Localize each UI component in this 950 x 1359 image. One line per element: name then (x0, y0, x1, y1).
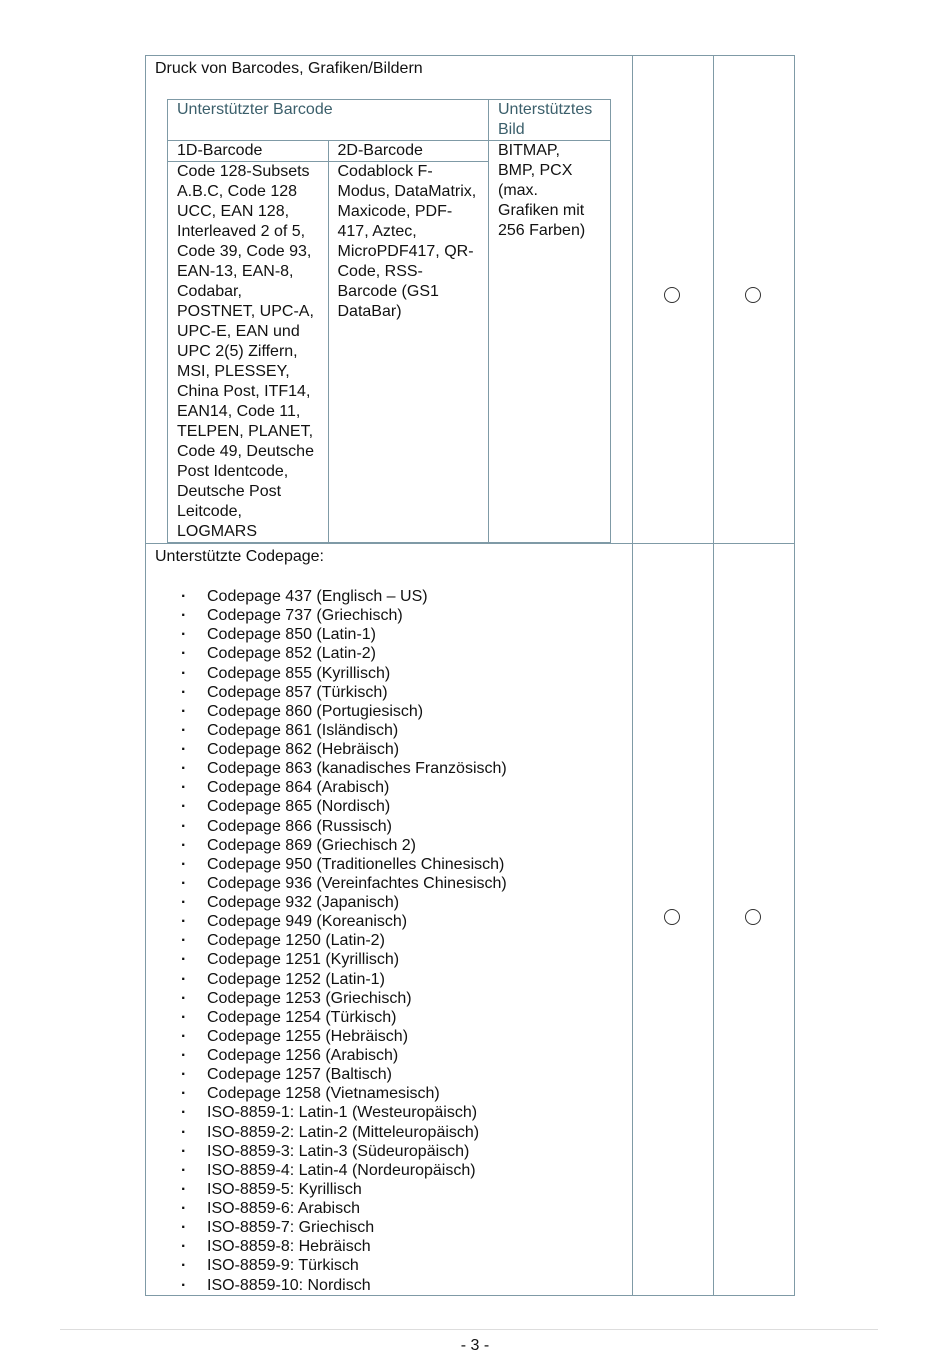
codepage-list-item: · Codepage 1254 (Türkisch) (155, 1008, 623, 1027)
barcode-support-table (167, 99, 611, 543)
codepage-list-item: · ISO-8859-1: Latin-1 (Westeuropäisch) (155, 1103, 623, 1122)
codepage-description-cell (146, 544, 633, 1296)
radio-button-option-b-barcodes[interactable] (745, 287, 761, 303)
codepage-list-item: · ISO-8859-6: Arabisch (155, 1199, 623, 1218)
barcodes-description-cell (146, 56, 633, 544)
barcodes-2d-list: Codablock F-Modus, DataMatrix, Maxicode, PDF-417, Aztec, MicroPDF417, QR-Code, RSS-Barcode (GS1 DataBar) (328, 162, 489, 543)
codepage-list-item: · Codepage 865 (Nordisch) (155, 797, 623, 816)
header-supported-image: Unterstütztes Bild (489, 100, 611, 141)
row-codepages (146, 544, 795, 1296)
radio-button-option-b-codepages[interactable] (745, 909, 761, 925)
image-formats: BITMAP, BMP, PCX (max. Grafiken mit 256 Farben) (489, 141, 611, 543)
row-barcodes (146, 56, 795, 544)
codepage-list-item: · Codepage 932 (Japanisch) (155, 893, 623, 912)
page-number: - 3 - (460, 1337, 490, 1354)
header-supported-barcode: Unterstützter Barcode (168, 100, 489, 141)
codepage-list-item: · ISO-8859-9: Türkisch (155, 1256, 623, 1275)
codepage-list-item: · Codepage 1253 (Griechisch) (155, 989, 623, 1008)
codepage-list-item: · Codepage 1256 (Arabisch) (155, 1046, 623, 1065)
codepage-section-title: Unterstützte Codepage: (155, 548, 324, 565)
codepage-list-item: · Codepage 860 (Portugiesisch) (155, 702, 623, 721)
codepage-list-item: · Codepage 857 (Türkisch) (155, 683, 623, 702)
codepage-list (155, 587, 623, 1295)
codepage-list-item: · Codepage 850 (Latin-1) (155, 625, 623, 644)
codepage-list-item: · Codepage 864 (Arabisch) (155, 778, 623, 797)
option-b-cell-codepages (714, 544, 795, 1296)
codepage-list-item: · Codepage 936 (Vereinfachtes Chinesisch) (155, 874, 623, 893)
codepage-list-item: · Codepage 852 (Latin-2) (155, 644, 623, 663)
codepage-list-item: · Codepage 863 (kanadisches Französisch) (155, 759, 623, 778)
footer-divider (60, 1329, 878, 1330)
barcodes-1d-list: Code 128-Subsets A.B.C, Code 128 UCC, EAN 128, Interleaved 2 of 5, Code 39, Code 93, EAN-13, EAN-8, Codabar, POSTNET, UPC-A, UPC-E, EAN und UPC 2(5) Ziffern, MSI, PLESSEY, China Post, ITF14, EAN14, Code 11, TELPEN, PLANET, Code 49, Deutsche Post Identcode, Deutsche Post Leitcode, LOGMARS (168, 162, 329, 543)
option-a-cell-barcodes (633, 56, 714, 544)
codepage-list-item: · Codepage 1250 (Latin-2) (155, 931, 623, 950)
codepage-list-item: · Codepage 1251 (Kyrillisch) (155, 950, 623, 969)
codepage-list-item: · ISO-8859-3: Latin-3 (Südeuropäisch) (155, 1142, 623, 1161)
feature-table (145, 55, 795, 1296)
codepage-list-item: · Codepage 1257 (Baltisch) (155, 1065, 623, 1084)
codepage-list-item: · Codepage 1255 (Hebräisch) (155, 1027, 623, 1046)
codepage-list-item: · ISO-8859-2: Latin-2 (Mitteleuropäisch) (155, 1123, 623, 1142)
codepage-list-item: · ISO-8859-7: Griechisch (155, 1218, 623, 1237)
codepage-list-item: · Codepage 1258 (Vietnamesisch) (155, 1084, 623, 1103)
codepage-list-item: · Codepage 949 (Koreanisch) (155, 912, 623, 931)
codepage-list-item: · Codepage 861 (Isländisch) (155, 721, 623, 740)
codepage-list-item: · Codepage 855 (Kyrillisch) (155, 664, 623, 683)
option-a-cell-codepages (633, 544, 714, 1296)
codepage-list-item: · Codepage 869 (Griechisch 2) (155, 836, 623, 855)
codepage-list-item: · Codepage 737 (Griechisch) (155, 606, 623, 625)
radio-button-option-a-codepages[interactable] (664, 909, 680, 925)
codepage-list-item: · ISO-8859-10: Nordisch (155, 1276, 623, 1295)
option-b-cell-barcodes (714, 56, 795, 544)
codepage-list-item: · ISO-8859-4: Latin-4 (Nordeuropäisch) (155, 1161, 623, 1180)
codepage-list-item: · Codepage 866 (Russisch) (155, 817, 623, 836)
codepage-list-item: · Codepage 437 (Englisch – US) (155, 587, 623, 606)
codepage-list-item: · Codepage 1252 (Latin-1) (155, 970, 623, 989)
codepage-list-item: · Codepage 950 (Traditionelles Chinesisch) (155, 855, 623, 874)
codepage-list-item: · ISO-8859-8: Hebräisch (155, 1237, 623, 1256)
subheader-1d-barcode: 1D-Barcode (168, 141, 329, 162)
subheader-2d-barcode: 2D-Barcode (328, 141, 489, 162)
codepage-list-item: · ISO-8859-5: Kyrillisch (155, 1180, 623, 1199)
codepage-list-item: · Codepage 862 (Hebräisch) (155, 740, 623, 759)
radio-button-option-a-barcodes[interactable] (664, 287, 680, 303)
barcodes-section-title: Druck von Barcodes, Grafiken/Bildern (155, 60, 423, 77)
